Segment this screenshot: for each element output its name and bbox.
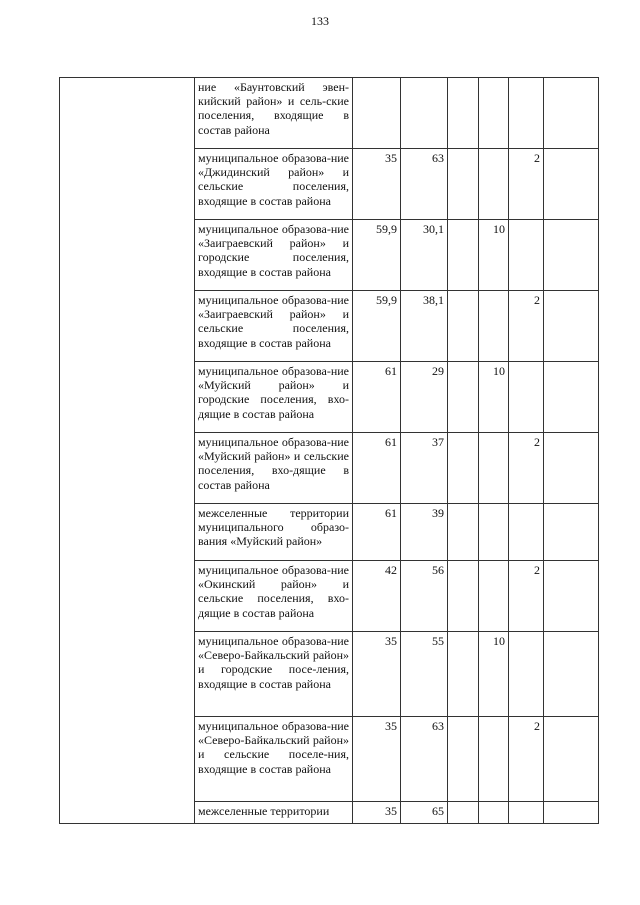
cell-col1: 42 xyxy=(353,561,401,632)
cell-col6 xyxy=(544,802,599,824)
cell-col6 xyxy=(544,78,599,149)
row-description: ние «Баунтовский эвен-кийский район» и сель-ские поселения, входящие в состав района xyxy=(195,78,353,149)
cell-col4 xyxy=(479,717,509,802)
data-table xyxy=(59,77,599,824)
cell-col1: 35 xyxy=(353,632,401,717)
cell-col2: 63 xyxy=(401,717,448,802)
cell-col4 xyxy=(479,149,509,220)
cell-col4 xyxy=(479,291,509,362)
cell-col1: 35 xyxy=(353,802,401,824)
cell-col1 xyxy=(353,78,401,149)
row-description: межселенные территории xyxy=(195,802,353,824)
cell-col4 xyxy=(479,561,509,632)
table-row xyxy=(60,78,599,149)
cell-col1: 59,9 xyxy=(353,291,401,362)
cell-col2 xyxy=(401,78,448,149)
page-number: 133 xyxy=(311,14,329,28)
cell-col1: 61 xyxy=(353,433,401,504)
cell-col2: 63 xyxy=(401,149,448,220)
first-column-cell xyxy=(60,78,195,824)
cell-col5 xyxy=(509,504,544,561)
cell-col2: 29 xyxy=(401,362,448,433)
cell-col6 xyxy=(544,149,599,220)
row-description: муниципальное образова-ние «Заиграевский район» и сельские поселения, входящие в состав района xyxy=(195,291,353,362)
cell-col5 xyxy=(509,632,544,717)
cell-col4: 10 xyxy=(479,632,509,717)
cell-col4: 10 xyxy=(479,220,509,291)
cell-col3 xyxy=(448,433,479,504)
cell-col5: 2 xyxy=(509,561,544,632)
cell-col1: 59,9 xyxy=(353,220,401,291)
cell-col3 xyxy=(448,802,479,824)
cell-col6 xyxy=(544,362,599,433)
cell-col6 xyxy=(544,220,599,291)
cell-col5 xyxy=(509,802,544,824)
cell-col3 xyxy=(448,149,479,220)
cell-col5 xyxy=(509,78,544,149)
cell-col6 xyxy=(544,561,599,632)
cell-col4 xyxy=(479,78,509,149)
cell-col1: 61 xyxy=(353,504,401,561)
cell-col2: 30,1 xyxy=(401,220,448,291)
cell-col3 xyxy=(448,504,479,561)
row-description: муниципальное образова-ние «Заиграевский район» и городские поселения, входящие в состав района xyxy=(195,220,353,291)
cell-col1: 61 xyxy=(353,362,401,433)
row-description: муниципальное образова-ние «Северо-Байкальский район» и городские посе-ления, входящие в состав района xyxy=(195,632,353,717)
cell-col6 xyxy=(544,632,599,717)
cell-col3 xyxy=(448,632,479,717)
cell-col1: 35 xyxy=(353,149,401,220)
row-description: межселенные территории муниципального образо-вания «Муйский район» xyxy=(195,504,353,561)
cell-col2: 65 xyxy=(401,802,448,824)
cell-col2: 37 xyxy=(401,433,448,504)
cell-col6 xyxy=(544,717,599,802)
cell-col5 xyxy=(509,362,544,433)
cell-col5: 2 xyxy=(509,433,544,504)
row-description: муниципальное образова-ние «Муйский район» и сельские поселения, вхо-дящие в состав района xyxy=(195,433,353,504)
cell-col3 xyxy=(448,561,479,632)
row-description: муниципальное образова-ние «Муйский район» и городские поселения, вхо-дящие в состав района xyxy=(195,362,353,433)
cell-col5: 2 xyxy=(509,291,544,362)
cell-col3 xyxy=(448,78,479,149)
row-description: муниципальное образова-ние «Окинский район» и сельские поселения, вхо-дящие в состав района xyxy=(195,561,353,632)
cell-col3 xyxy=(448,291,479,362)
cell-col2: 56 xyxy=(401,561,448,632)
cell-col6 xyxy=(544,291,599,362)
cell-col1: 35 xyxy=(353,717,401,802)
cell-col4 xyxy=(479,802,509,824)
row-description: муниципальное образова-ние «Северо-Байкальский район» и сельские поселе-ния, входящие в состав района xyxy=(195,717,353,802)
row-description: муниципальное образова-ние «Джидинский район» и сельские поселения, входящие в состав района xyxy=(195,149,353,220)
cell-col2: 55 xyxy=(401,632,448,717)
cell-col5: 2 xyxy=(509,717,544,802)
cell-col6 xyxy=(544,504,599,561)
cell-col4 xyxy=(479,433,509,504)
cell-col3 xyxy=(448,220,479,291)
cell-col4 xyxy=(479,504,509,561)
cell-col3 xyxy=(448,362,479,433)
cell-col3 xyxy=(448,717,479,802)
cell-col6 xyxy=(544,433,599,504)
cell-col5 xyxy=(509,220,544,291)
cell-col5: 2 xyxy=(509,149,544,220)
cell-col2: 39 xyxy=(401,504,448,561)
cell-col2: 38,1 xyxy=(401,291,448,362)
cell-col4: 10 xyxy=(479,362,509,433)
